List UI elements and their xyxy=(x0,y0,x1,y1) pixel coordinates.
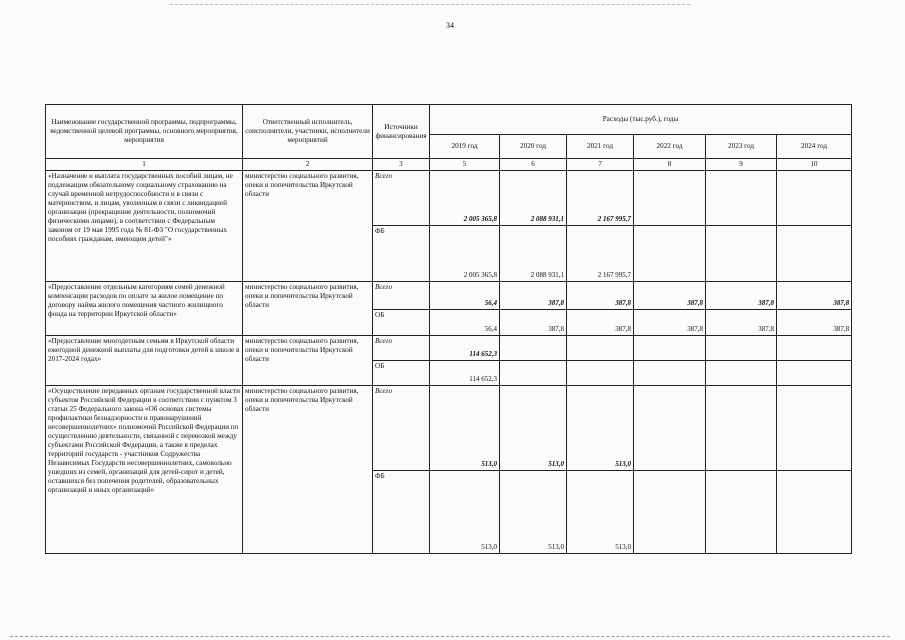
value-cell: 387,8 xyxy=(567,310,634,336)
value-cell xyxy=(777,471,852,554)
column-index-row xyxy=(46,159,852,171)
header-year: 2020 год xyxy=(500,135,567,159)
value-cell: 513,0 xyxy=(430,386,500,471)
table-row xyxy=(46,171,852,226)
value-cell xyxy=(634,471,706,554)
value-cell xyxy=(777,171,852,226)
value-cell xyxy=(706,386,777,471)
source-total: Всего xyxy=(373,171,430,226)
value-cell xyxy=(777,226,852,282)
table-row xyxy=(46,386,852,471)
header-name: Наименование государственной программы, подпрограммы, ведомственной целевой программы, основного мероприятия, мероприятия xyxy=(46,105,243,159)
value-cell xyxy=(567,361,634,386)
header-year: 2022 год xyxy=(634,135,706,159)
value-cell: 387,8 xyxy=(706,282,777,310)
value-cell xyxy=(634,386,706,471)
bottom-rule xyxy=(10,636,890,637)
executor: министерство социального развития, опеки и попечительства Иркутской области xyxy=(243,386,373,554)
source-total: Всего xyxy=(373,282,430,310)
value-cell: 2 005 365,8 xyxy=(430,171,500,226)
value-cell: 387,8 xyxy=(777,282,852,310)
source-fb: ОБ xyxy=(373,361,430,386)
value-cell: 2 005 365,8 xyxy=(430,226,500,282)
value-cell: 513,0 xyxy=(500,471,567,554)
source-total: Всего xyxy=(373,336,430,361)
value-cell xyxy=(777,386,852,471)
executor: министерство социального развития, опеки и попечительства Иркутской области xyxy=(243,336,373,386)
value-cell: 513,0 xyxy=(567,386,634,471)
header-source: Источники финансирования xyxy=(373,105,430,159)
value-cell: 114 652,3 xyxy=(430,361,500,386)
column-index: 10 xyxy=(777,159,852,171)
value-cell: 387,8 xyxy=(634,310,706,336)
value-cell: 2 088 931,1 xyxy=(500,226,567,282)
source-fb: ОБ xyxy=(373,310,430,336)
value-cell xyxy=(634,226,706,282)
source-fb: ФБ xyxy=(373,471,430,554)
value-cell xyxy=(706,336,777,361)
value-cell xyxy=(567,336,634,361)
value-cell: 513,0 xyxy=(567,471,634,554)
value-cell: 2 167 995,7 xyxy=(567,226,634,282)
value-cell: 2 167 995,7 xyxy=(567,171,634,226)
table-row xyxy=(46,282,852,310)
column-index: 3 xyxy=(373,159,430,171)
value-cell xyxy=(500,361,567,386)
value-cell: 114 652,3 xyxy=(430,336,500,361)
value-cell xyxy=(500,336,567,361)
measure-name: «Назначение и выплата государственных пособий лицам, не подлежащим обязательному социальному страхованию на случай временной нетрудоспособности и в связи с материнством, и лицам, уволенным в связи с ликвидацией организации (прекращение деятельности, полномочий физическими лицами), в соответствии с Федеральным законом от 19 мая 1995 года № 81-ФЗ "О государственных пособиях гражданам, имеющим детей"» xyxy=(46,171,243,282)
header-executor: Ответственный исполнитель, соисполнители, участники, исполнители мероприятий xyxy=(243,105,373,159)
header-year: 2023 год xyxy=(706,135,777,159)
value-cell: 513,0 xyxy=(500,386,567,471)
budget-table xyxy=(45,104,852,554)
value-cell: 387,8 xyxy=(567,282,634,310)
value-cell xyxy=(634,361,706,386)
value-cell xyxy=(706,171,777,226)
value-cell xyxy=(706,471,777,554)
column-index: 6 xyxy=(500,159,567,171)
value-cell: 387,8 xyxy=(706,310,777,336)
table-row xyxy=(46,336,852,361)
column-index: 9 xyxy=(706,159,777,171)
value-cell: 387,8 xyxy=(777,310,852,336)
source-total: Всего xyxy=(373,386,430,471)
top-rule xyxy=(170,4,690,5)
measure-name: «Осуществление переданных органам государственной власти субъектов Российской Федерации в соответствии с пунктом 3 статьи 25 Федерального закона «Об основах системы профилактики безнадзорности и правонарушений несовершеннолетних» полномочий Российской Федерации по осуществлению деятельности, связанной с перевозкой между субъектами Российской Федерации, а также в пределах территорий государств - участников Содружества Независимых Государств несовершеннолетних, самовольно ушедших из семей, организаций для детей-сирот и детей, оставшихся без попечения родителей, образовательных организаций и иных организаций» xyxy=(46,386,243,554)
value-cell: 387,8 xyxy=(500,310,567,336)
value-cell: 513,0 xyxy=(430,471,500,554)
value-cell xyxy=(634,171,706,226)
source-fb: ФБ xyxy=(373,226,430,282)
value-cell xyxy=(706,226,777,282)
measure-name: «Предоставление отдельным категориям семей денежной компенсации расходов по оплате за жилое помещение по договору найма жилого помещения частного жилищного фонда на территории Иркутской области» xyxy=(46,282,243,336)
column-index: 5 xyxy=(430,159,500,171)
value-cell: 387,8 xyxy=(500,282,567,310)
value-cell: 56,4 xyxy=(430,310,500,336)
column-index: 1 xyxy=(46,159,243,171)
value-cell xyxy=(777,336,852,361)
column-index: 7 xyxy=(567,159,634,171)
header-year: 2024 год xyxy=(777,135,852,159)
header-year: 2019 год xyxy=(430,135,500,159)
value-cell xyxy=(777,361,852,386)
page-number: 34 xyxy=(446,21,454,30)
measure-name: «Предоставление многодетным семьям в Иркутской области ежегодной денежной выплаты для подготовки детей к школе в 2017-2024 годах» xyxy=(46,336,243,386)
header-expenses: Расходы (тыс.руб.), годы xyxy=(430,105,852,135)
value-cell: 387,8 xyxy=(634,282,706,310)
executor: министерство социального развития, опеки и попечительства Иркутской области xyxy=(243,282,373,336)
column-index: 8 xyxy=(634,159,706,171)
value-cell xyxy=(706,361,777,386)
column-index: 2 xyxy=(243,159,373,171)
header-year: 2021 год xyxy=(567,135,634,159)
executor: министерство социального развития, опеки и попечительства Иркутской области xyxy=(243,171,373,282)
value-cell xyxy=(634,336,706,361)
value-cell: 2 088 931,1 xyxy=(500,171,567,226)
value-cell: 56,4 xyxy=(430,282,500,310)
